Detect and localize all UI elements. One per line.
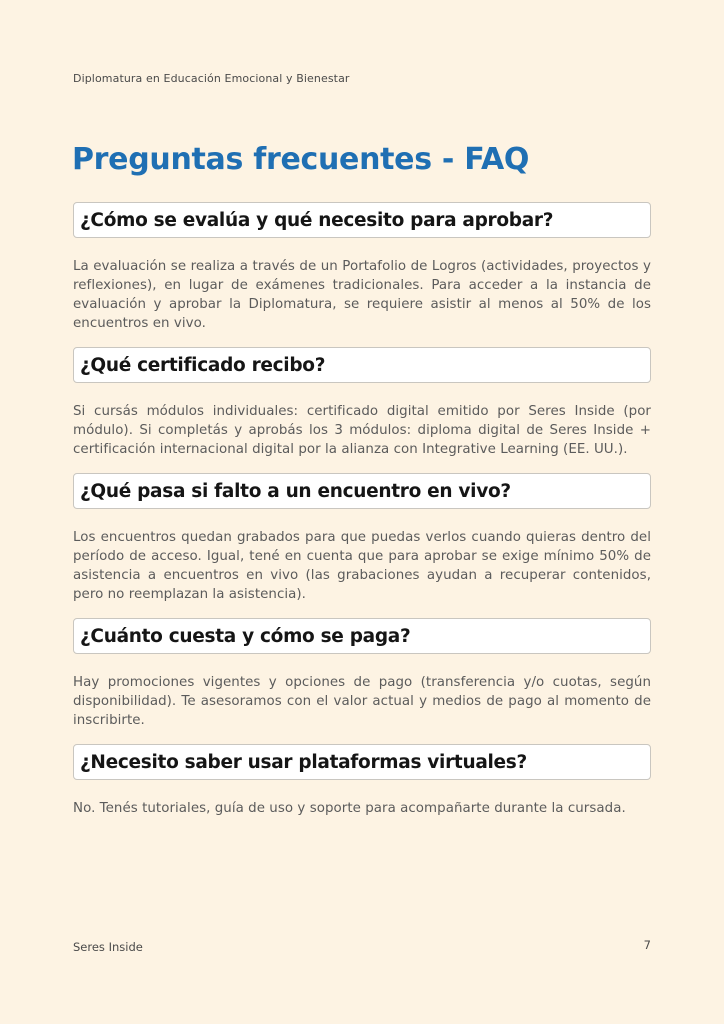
faq-question: ¿Qué pasa si falto a un encuentro en vivo?	[80, 480, 511, 502]
faq-item-certificate	[73, 347, 651, 459]
faq-answer: Hay promociones vigentes y opciones de pago (transferencia y/o cuotas, según disponibilidad). Te asesoramos con el valor actual y medios de pago al momento de inscribirte.	[73, 675, 651, 728]
faq-item-evaluation	[73, 202, 651, 333]
faq-question: ¿Qué certificado recibo?	[80, 354, 326, 376]
page-title: Preguntas frecuentes - FAQ	[72, 142, 530, 177]
faq-question: ¿Cuánto cuesta y cómo se paga?	[80, 625, 411, 647]
question-box	[73, 202, 651, 238]
question-box	[73, 473, 651, 509]
footer-brand: Seres Inside	[73, 940, 143, 954]
faq-question: ¿Necesito saber usar plataformas virtuales?	[80, 751, 527, 773]
faq-item-missed-session	[73, 473, 651, 604]
faq-answer: Si cursás módulos individuales: certificado digital emitido por Seres Inside (por módulo). Si completás y aprobás los 3 módulos: diploma digital de Seres Inside + certificación internacional digital por la alianza con Integrative Learning (EE. UU.).	[73, 404, 651, 457]
page-number: 7	[643, 938, 651, 952]
faq-item-platforms	[73, 744, 651, 818]
faq-item-cost	[73, 618, 651, 730]
faq-answer: La evaluación se realiza a través de un Portafolio de Logros (actividades, proyectos y reflexiones), en lugar de exámenes tradicionales. Para acceder a la instancia de evaluación y aprobar la Diplomatura, se requiere asistir al menos al 50% de los encuentros en vivo.	[73, 259, 651, 331]
question-box	[73, 618, 651, 654]
question-box	[73, 744, 651, 780]
faq-answer: No. Tenés tutoriales, guía de uso y soporte para acompañarte durante la cursada.	[73, 801, 626, 816]
faq-question: ¿Cómo se evalúa y qué necesito para aprobar?	[80, 209, 554, 231]
document-header: Diplomatura en Educación Emocional y Bienestar	[73, 72, 350, 85]
question-box	[73, 347, 651, 383]
faq-answer: Los encuentros quedan grabados para que puedas verlos cuando quieras dentro del período de acceso. Igual, tené en cuenta que para aprobar se exige mínimo 50% de asistencia a encuentros en vivo (las grabaciones ayudan a recuperar contenidos, pero no reemplazan la asistencia).	[73, 530, 651, 602]
